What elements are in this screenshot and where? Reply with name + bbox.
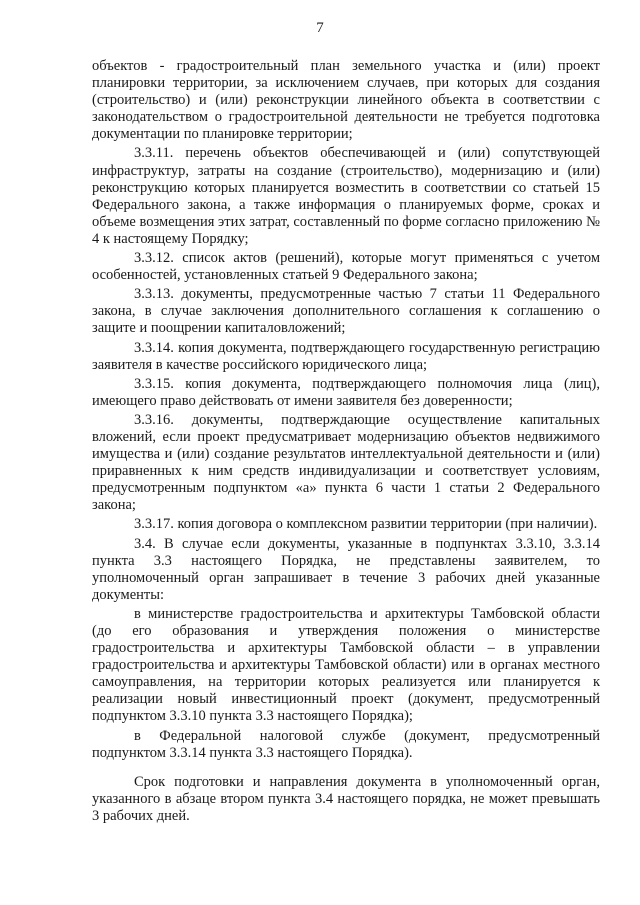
paragraph-3-3-11: 3.3.11. перечень объектов обеспечивающей и (или) сопутствующей инфраструктур, затраты на создание (строительство), модернизацию и (или) реконструкцию которых планируется возместить в соответствии со статьей 15 Федерального закона, а также информация о планируемых форме, сроках и объеме возмещения этих затрат, составленный по форме согласно приложению № 4 к настоящему Порядку; [92,145,600,247]
page-number: 7 [316,20,324,36]
document-body [92,58,600,827]
paragraph-tax-service: в Федеральной налоговой службе (документ, предусмотренный подпунктом 3.3.14 пункта 3.3 настоящего Порядка). [92,727,600,761]
paragraph-3-3-16: 3.3.16. документы, подтверждающие осуществление капитальных вложений, если проект предусматривает модернизацию объектов недвижимого имущества и (или) создание результатов интеллектуальной деятельности и (или) приравненных к ним средств индивидуализации и соответствует условиям, предусмотренным подпунктом «а» пункта 6 части 1 статьи 2 Федерального закона; [92,411,600,514]
paragraph-3-3-14: 3.3.14. копия документа, подтверждающего государственную регистрацию заявителя в качестве российского юридического лица; [92,339,600,373]
paragraph-3-3-17: 3.3.17. копия договора о комплексном развитии территории (при наличии). [134,516,598,533]
paragraph-continuation: объектов - градостроительный план земельного участка и (или) проект планировки территории, за исключением случаев, при которых для создания (строительство) и (или) реконструкции линейного объекта в соответствии с законодательством о градостроительной деятельности не требуется подготовка документации по планировке территории; [92,58,600,143]
paragraph-3-3-15: 3.3.15. копия документа, подтверждающего полномочия лица (лиц), имеющего право действовать от имени заявителя без доверенности; [92,375,600,409]
paragraph-deadline: Срок подготовки и направления документа в уполномоченный орган, указанного в абзаце втором пункта 3.4 настоящего порядка, не может превышать 3 рабочих дней. [92,773,600,824]
paragraph-3-3-12: 3.3.12. список актов (решений), которые могут применяться с учетом особенностей, установленных статьей 9 Федерального закона; [92,250,600,284]
paragraph-ministry: в министерстве градостроительства и архитектуры Тамбовской области (до его образования и утверждения положения о министерстве градостроительства и архитектуры Тамбовской области – в управлении градостроительства и архитектуры Тамбовской области) или в органах местного самоуправления, на территории которых реализуется или планируется к реализации новый инвестиционный проект (документ, предусмотренный подпунктом 3.3.10 пункта 3.3 настоящего Порядка); [92,605,600,725]
paragraph-3-3-13: 3.3.13. документы, предусмотренные частью 7 статьи 11 Федерального закона, в случае заключения дополнительного соглашения к соглашению о защите и поощрении капиталовложений; [92,286,600,337]
paragraph-3-4: 3.4. В случае если документы, указанные в подпунктах 3.3.10, 3.3.14 пункта 3.3 настоящего Порядка, не представлены заявителем, то уполномоченный орган запрашивает в течение 3 рабочих дней указанные документы: [92,535,600,603]
